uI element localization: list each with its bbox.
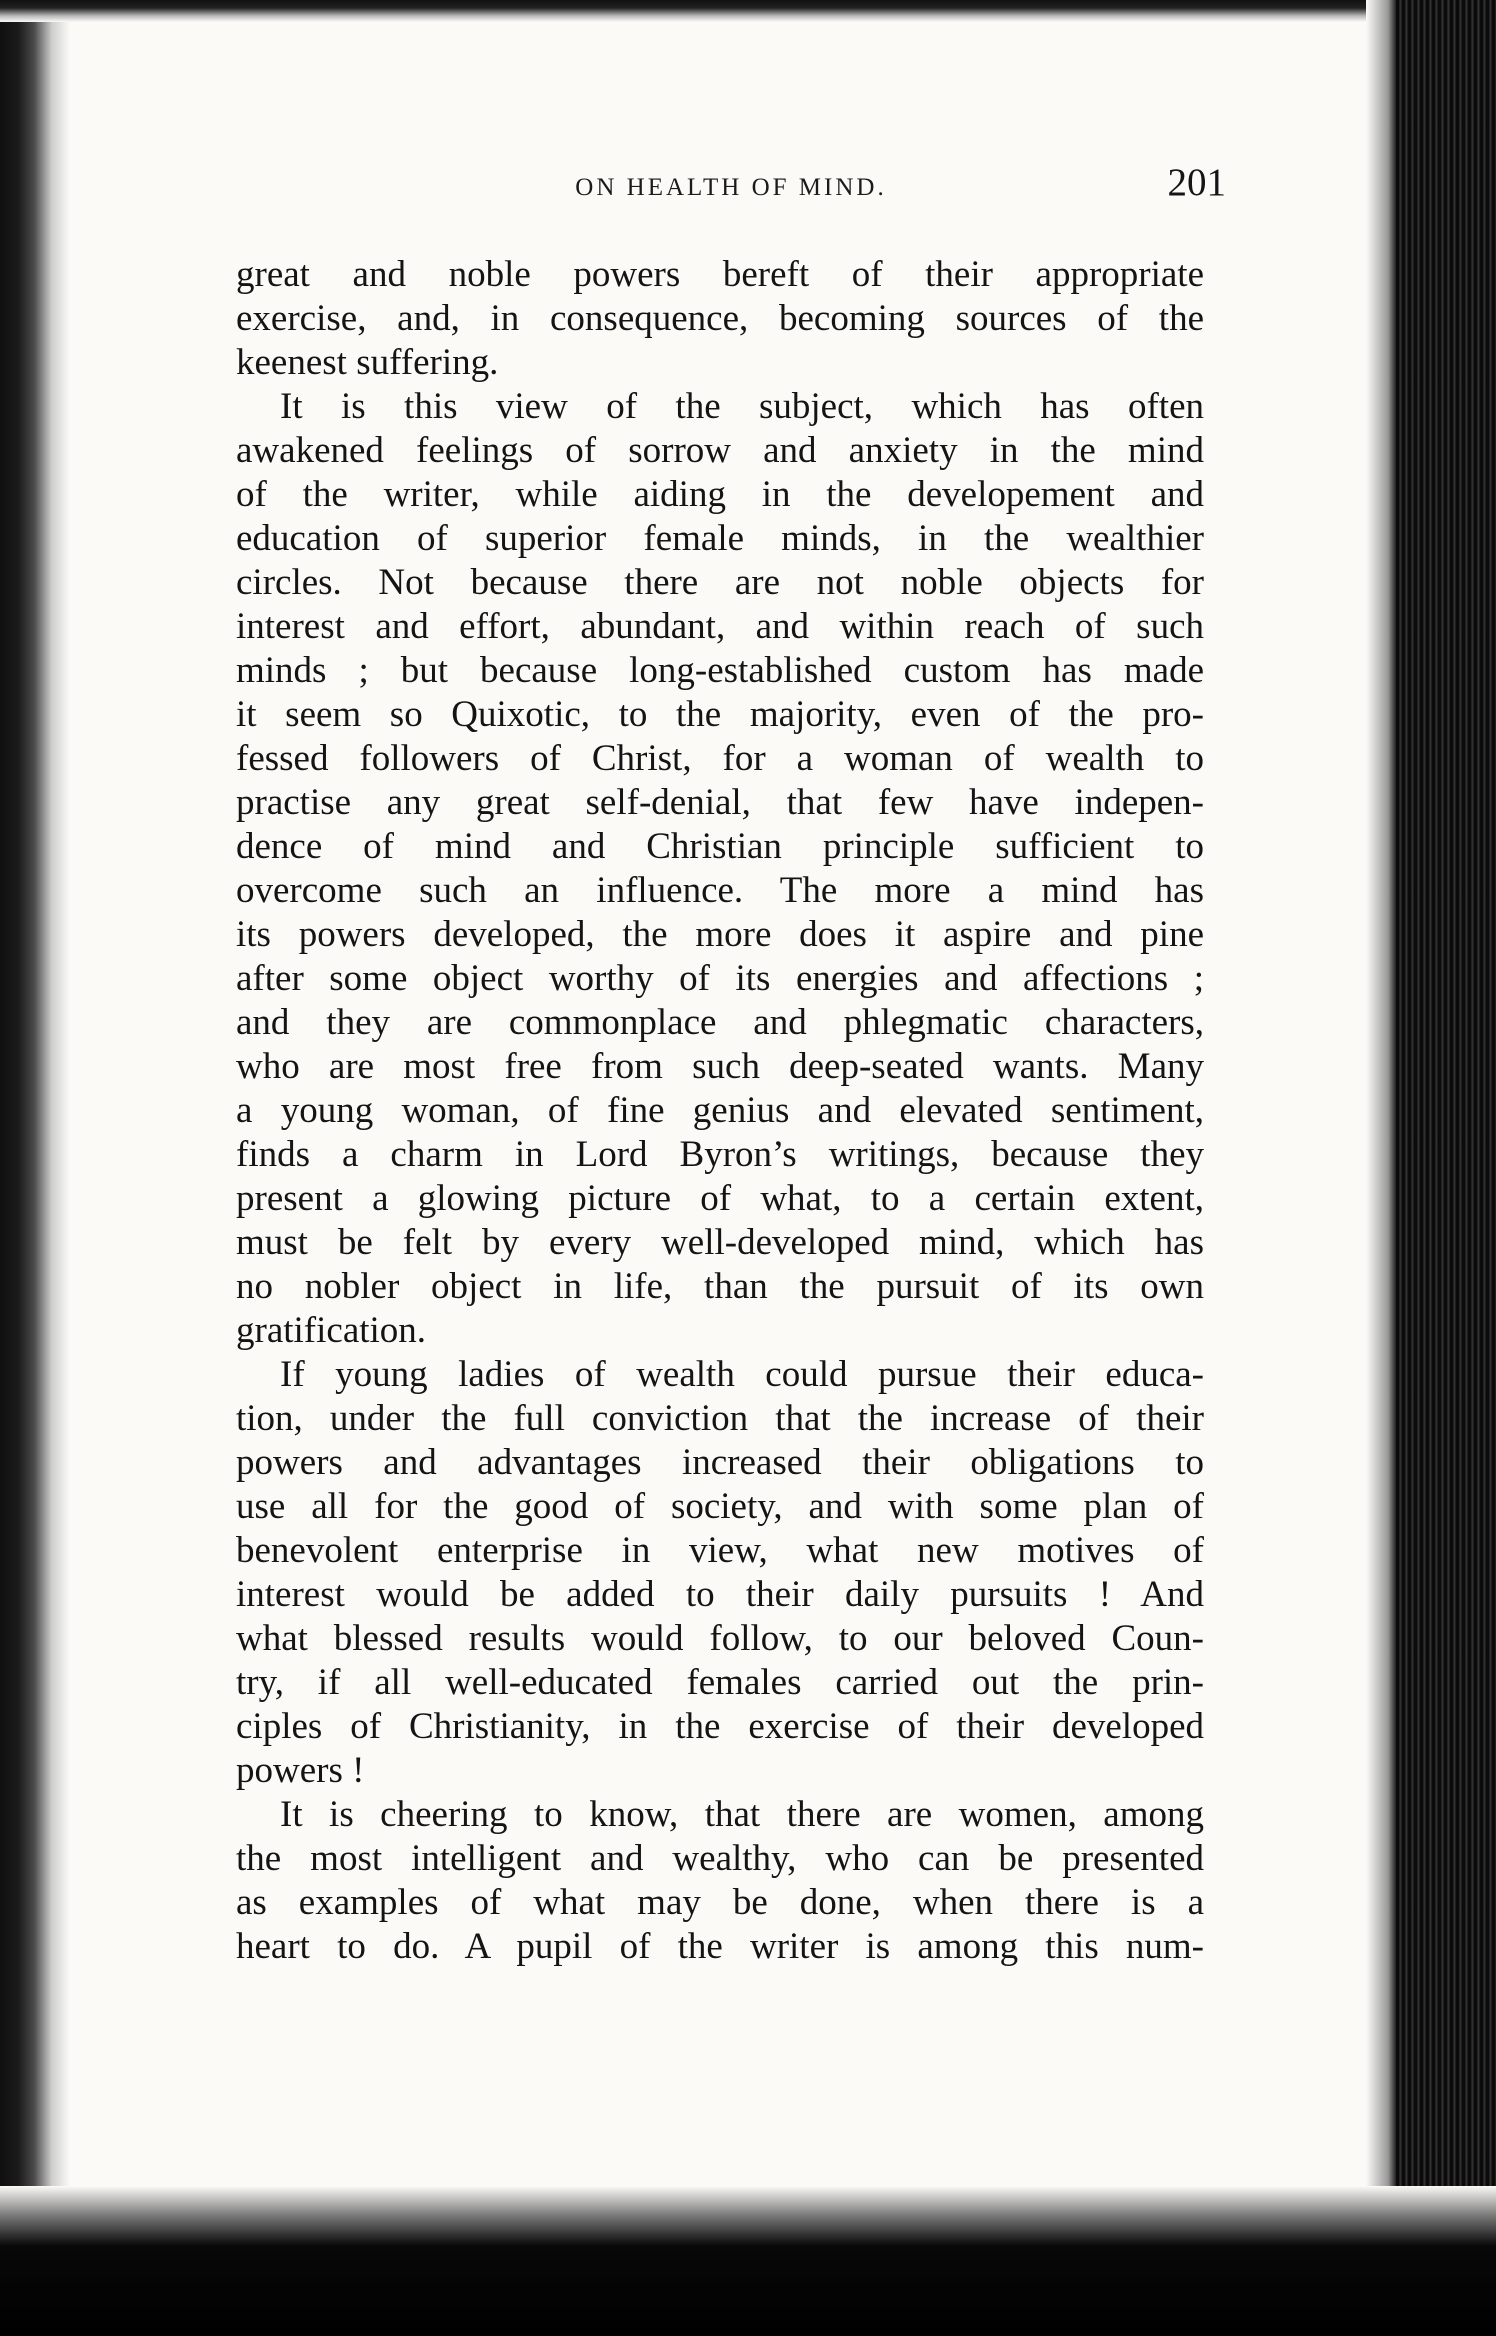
text-line: as examples of what may be done, when there is a (236, 1882, 1204, 1923)
text-line: it seem so Quixotic, to the majority, even of the pro- (236, 694, 1204, 735)
text-line: present a glowing picture of what, to a certain extent, (236, 1178, 1204, 1219)
text-line: practise any great self-denial, that few have indepen- (236, 782, 1204, 823)
text-line: benevolent enterprise in view, what new motives of (236, 1530, 1204, 1571)
page-stack-right (1396, 0, 1496, 2336)
text-line: keenest suffering. (236, 342, 499, 383)
text-line: try, if all well-educated females carried out the prin- (236, 1662, 1204, 1703)
text-line: fessed followers of Christ, for a woman of wealth to (236, 738, 1204, 779)
text-line: ciples of Christianity, in the exercise of their developed (236, 1706, 1204, 1747)
page-edge-bottom (0, 2186, 1496, 2336)
text-line: interest and effort, abundant, and within reach of such (236, 606, 1204, 647)
text-line: who are most free from such deep-seated wants. Many (236, 1046, 1204, 1087)
text-line: finds a charm in Lord Byron’s writings, because they (236, 1134, 1204, 1175)
text-line: its powers developed, the more does it aspire and pine (236, 914, 1204, 955)
text-line: of the writer, while aiding in the developement and (236, 474, 1204, 515)
text-line: no nobler object in life, than the pursuit of its own (236, 1266, 1204, 1307)
text-line: great and noble powers bereft of their appropriate (236, 254, 1204, 295)
body-text (236, 253, 1204, 1969)
text-line: powers and advantages increased their obligations to (236, 1442, 1204, 1483)
text-line: powers ! (236, 1750, 365, 1791)
text-line: tion, under the full conviction that the increase of their (236, 1398, 1204, 1439)
text-line: It is cheering to know, that there are women, among (280, 1794, 1204, 1835)
text-line: interest would be added to their daily pursuits ! And (236, 1574, 1204, 1615)
text-line: use all for the good of society, and with some plan of (236, 1486, 1204, 1527)
text-line: gratification. (236, 1310, 427, 1351)
text-line: a young woman, of fine genius and elevated sentiment, (236, 1090, 1204, 1131)
running-head (236, 160, 1226, 220)
text-line: must be felt by every well-developed mind, which has (236, 1222, 1204, 1263)
text-line: exercise, and, in consequence, becoming sources of the (236, 298, 1204, 339)
page-edge-top (0, 0, 1496, 22)
text-line: the most intelligent and wealthy, who can be presented (236, 1838, 1204, 1879)
text-line: If young ladies of wealth could pursue their educa- (280, 1354, 1204, 1395)
text-line: dence of mind and Christian principle sufficient to (236, 826, 1204, 867)
text-line: education of superior female minds, in the wealthier (236, 518, 1204, 559)
binding-shadow-left (0, 0, 70, 2336)
page-edge-fade-right (1366, 0, 1396, 2336)
text-line: overcome such an influence. The more a mind has (236, 870, 1204, 911)
text-line: and they are commonplace and phlegmatic characters, (236, 1002, 1204, 1043)
text-line: It is this view of the subject, which has often (280, 386, 1204, 427)
text-line: circles. Not because there are not noble objects for (236, 562, 1204, 603)
text-line: awakened feelings of sorrow and anxiety in the mind (236, 430, 1204, 471)
running-title: ON HEALTH OF MIND. (575, 174, 887, 201)
text-line: what blessed results would follow, to our beloved Coun- (236, 1618, 1204, 1659)
page-number: 201 (1167, 161, 1226, 204)
text-line: minds ; but because long-established custom has made (236, 650, 1204, 691)
text-line: heart to do. A pupil of the writer is among this num- (236, 1926, 1204, 1967)
text-line: after some object worthy of its energies and affections ; (236, 958, 1204, 999)
